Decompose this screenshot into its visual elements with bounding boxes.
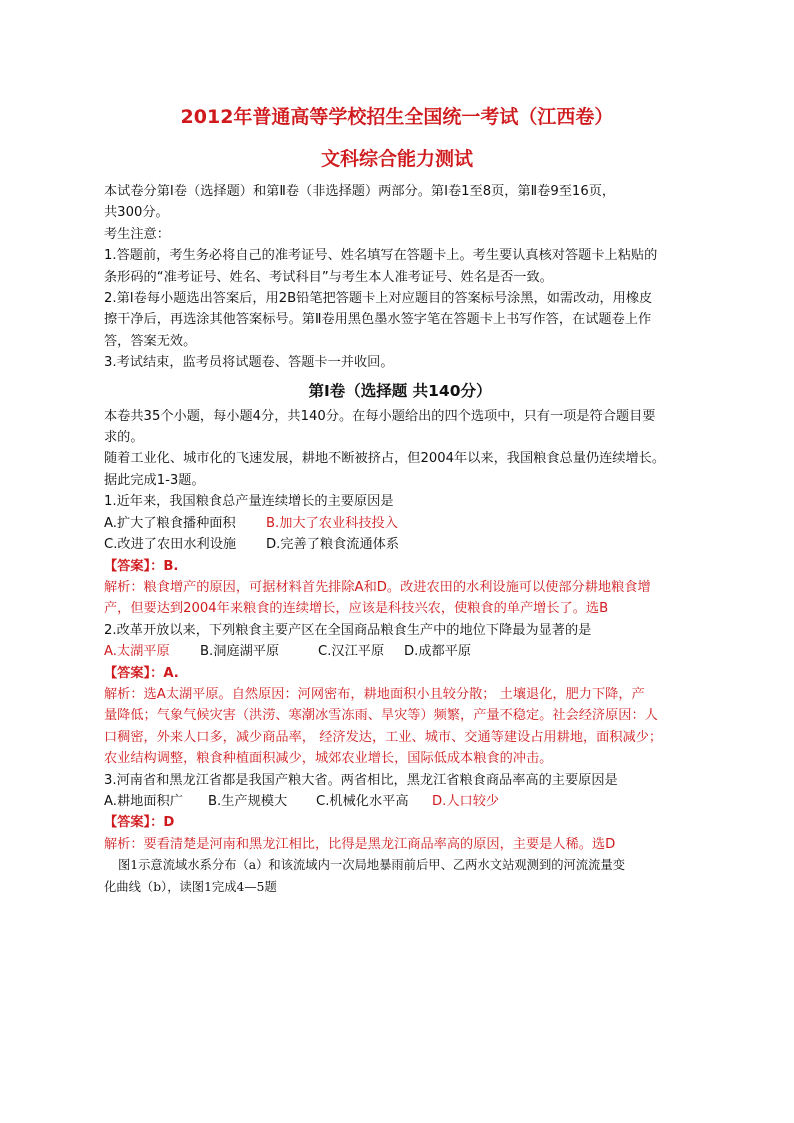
exam-body [104, 181, 696, 898]
intro-line: 本试卷分第Ⅰ卷（选择题）和第Ⅱ卷（非选择题）两部分。第Ⅰ卷1至8页，第Ⅱ卷9至16页， [104, 184, 616, 199]
notice-item-3: 3.考试结束，监考员将试题卷、答题卡一并收回。 [104, 355, 394, 371]
q1-option-d: D.完善了粮食流通体系 [266, 537, 400, 553]
section-description-cont: 求的。 [104, 430, 144, 446]
q3-analysis: 解析：要看清楚是河南和黑龙江相比，比得是黑龙江商品率高的原因，主要是人稀。选D [104, 836, 616, 852]
q3-option-a: A.耕地面积广 [104, 793, 183, 809]
question-1-options-row-2 [104, 534, 696, 555]
question-1-stem: 1.近年来，我国粮食总产量连续增长的主要原因是 [104, 494, 394, 510]
question-2-stem: 2.改革开放以来，下列粮食主要产区在全国商品粮食生产中的地位下降最为显著的是 [104, 622, 592, 638]
q2-option-a: A.太湖平原 [104, 644, 170, 660]
context-text: 随着工业化、城市化的飞速发展，耕地不断被挤占，但2004年以来，我国粮食总量仍连续增长。 [104, 451, 666, 467]
notice-item-2-cont: 答，答案无效。 [104, 333, 197, 349]
exam-title: 2012年普通高等学校招生全国统一考试（江西卷） [180, 106, 614, 128]
q2-analysis-cont: 口稠密，外来人口多，减少商品率， 经济发达，工业、城市、交通等建设占用耕地，面积减少； [104, 729, 663, 745]
notice-item-1: 1.答题前，考生务必将自己的准考证号、姓名填写在答题卡上。考生要认真核对答题卡上粘贴的 [104, 248, 658, 264]
q2-analysis: 解析：选A太湖平原。自然原因：河网密布，耕地面积小且较分散； 土壤退化，肥力下降，产 [104, 686, 645, 702]
section-description: 本卷共35个小题，每小题4分，共140分。在每小题给出的四个选项中，只有一项是符合题目要 [104, 408, 656, 424]
q2-option-c: C.汉江平原 [318, 644, 385, 660]
notice-item-2-cont: 擦干净后，再选涂其他答案标号。第Ⅱ卷用黑色墨水签字笔在答题卡上书写作答，在试题卷上作 [104, 312, 652, 328]
q2-answer: 【答案】：A. [104, 665, 179, 681]
question-3-stem: 3.河南省和黑龙江省都是我国产粮大省。两省相比，黑龙江省粮食商品率高的主要原因是 [104, 772, 618, 788]
q3-option-b: B.生产规模大 [208, 793, 288, 809]
q1-answer: 【答案】：B. [104, 558, 179, 574]
section-heading: 第Ⅰ卷（选择题 共140分） [308, 381, 492, 400]
exam-subtitle: 文科综合能力测试 [320, 148, 473, 170]
q3-option-c: C.机械化水平高 [316, 793, 409, 809]
q1-option-c: C.改进了农田水利设施 [104, 537, 237, 553]
question-3-options [104, 791, 696, 812]
q1-option-a: A.扩大了粮食播种面积 [104, 515, 236, 531]
question-1-options-row-1 [104, 513, 696, 534]
context-text-cont: 据此完成1-3题。 [104, 472, 205, 488]
question-2-options [104, 641, 696, 662]
q1-analysis-cont: 产，但要达到2004年来粮食的连续增长，应该是科技兴农，使粮食的单产增长了。选B [104, 601, 609, 617]
q2-analysis-cont: 量降低；气象气候灾害（洪涝、寒潮冰雪冻雨、旱灾等）频繁，产量不稳定。社会经济原因：人 [104, 708, 658, 724]
q3-option-d: D.人口较少 [432, 793, 500, 809]
figure-note: 图1示意流域水系分布（a）和该流域内一次局地暴雨前后甲、乙两水文站观测到的河流流量变 [118, 858, 626, 873]
q3-answer: 【答案】：D [104, 815, 175, 831]
q1-analysis: 解析：粮食增产的原因，可据材料首先排除A和D。改进农田的水利设施可以使部分耕地粮食增 [104, 579, 651, 595]
q2-option-b: B.洞庭湖平原 [200, 644, 280, 660]
notice-item-1-cont: 条形码的“准考证号、姓名、考试科目”与考生本人准考证号、姓名是否一致。 [104, 269, 553, 285]
notice-item-2: 2.第Ⅰ卷每小题选出答案后，用2B铅笔把答题卡上对应题目的答案标号涂黑，如需改动，用橡皮 [104, 291, 653, 307]
figure-note-cont: 化曲线（b），读图1完成4—5题 [104, 879, 277, 894]
q2-analysis-cont: 农业结构调整，粮食种植面积减少，城郊农业增长，国际低成本粮食的冲击。 [104, 751, 553, 767]
q2-option-d: D.成都平原 [404, 644, 472, 660]
notice-heading: 考生注意： [104, 226, 170, 242]
intro-line: 共300分。 [104, 205, 169, 221]
q1-option-b: B.加大了农业科技投入 [266, 515, 398, 531]
